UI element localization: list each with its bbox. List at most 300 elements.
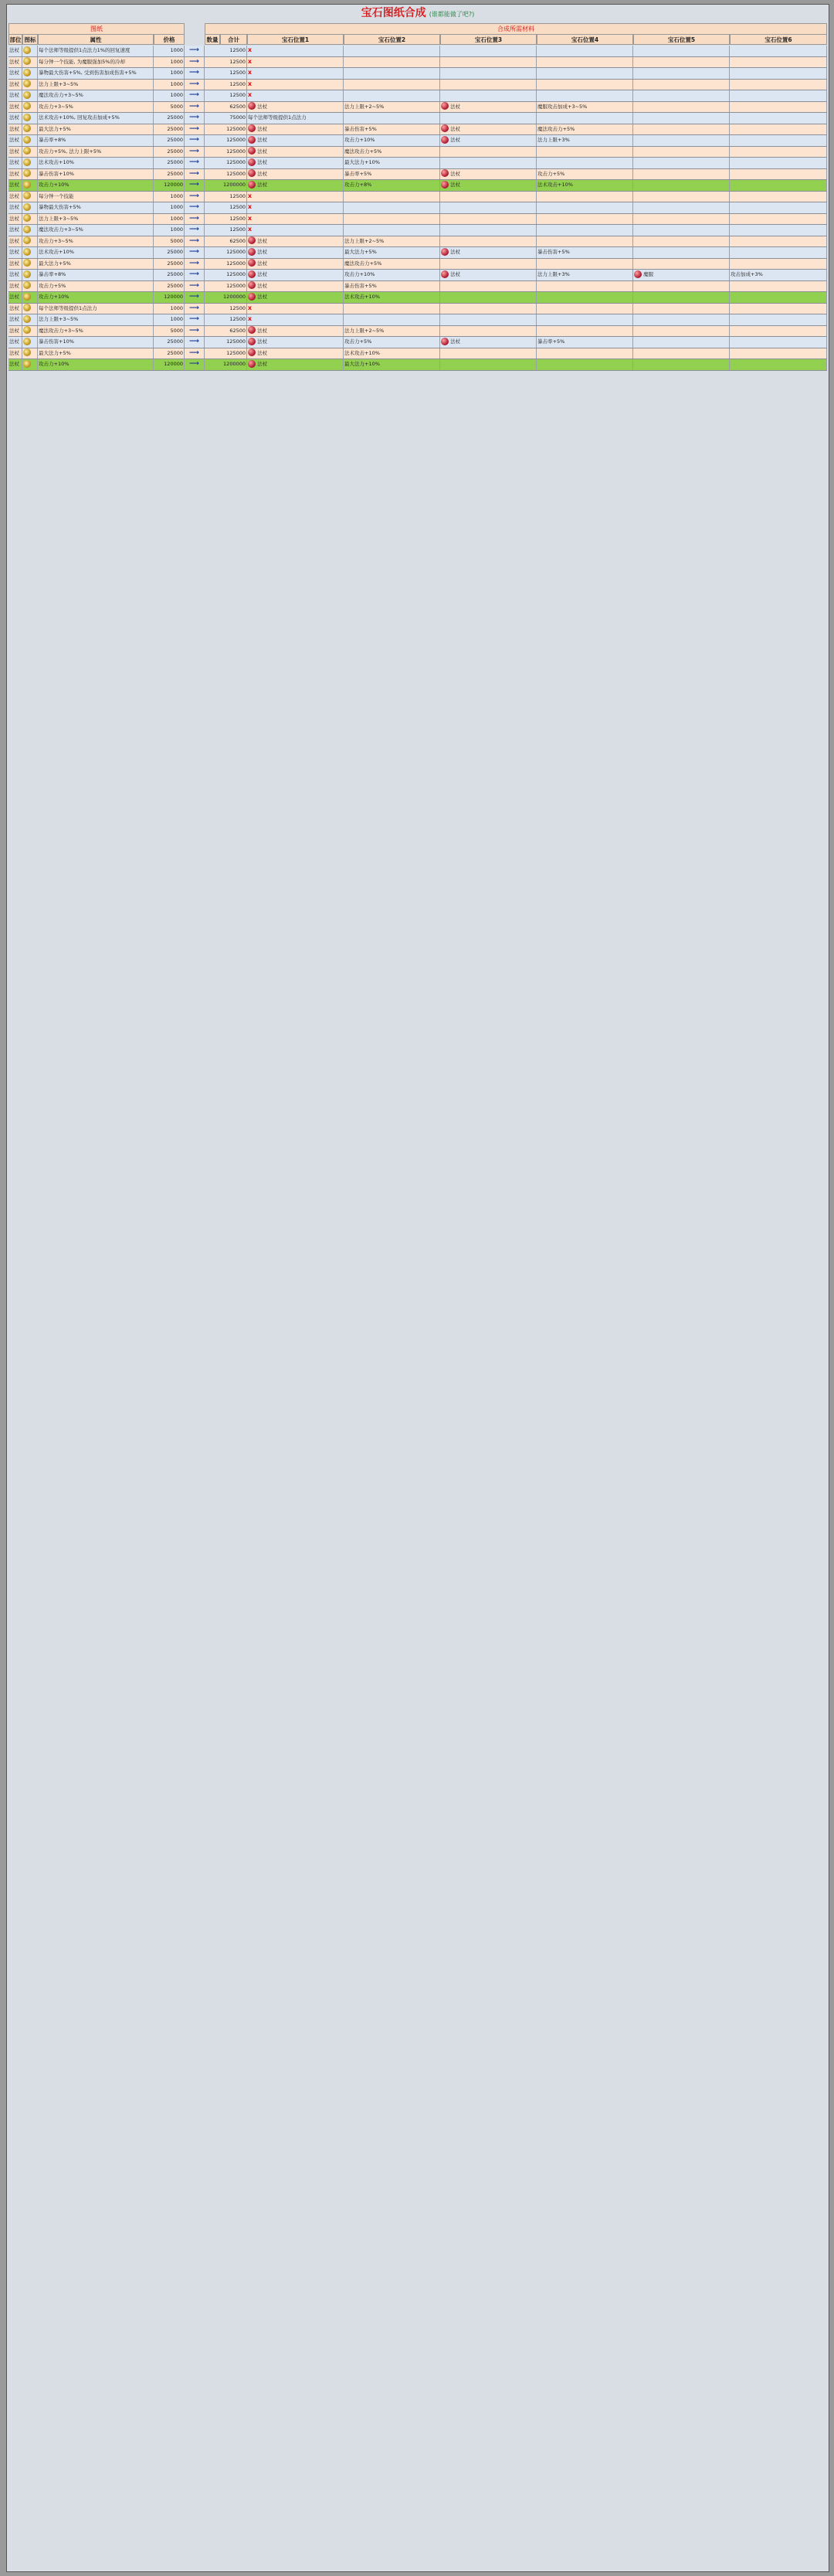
cell-price: 25000 [154, 281, 185, 292]
scroll-icon [23, 136, 31, 144]
cell-s3 [440, 259, 537, 270]
scroll-icon [23, 169, 31, 177]
cell-s2: 魔法攻击力+5% [344, 259, 440, 270]
blueprint-icon [22, 169, 38, 180]
scroll-icon [23, 147, 31, 155]
cell-t: 法杖 [8, 57, 22, 68]
cell-n: 125000 [205, 348, 247, 359]
blueprint-icon [22, 236, 38, 247]
cell-s1: 每个法师等级提供1点法力 [247, 113, 344, 124]
table-row [8, 46, 827, 57]
cell-s4 [537, 192, 633, 202]
col-slot-5: 宝石位置5 [633, 34, 730, 45]
blueprint-icon [22, 359, 38, 370]
blueprint-icon [22, 57, 38, 68]
blueprint-icon [22, 102, 38, 113]
cell-s4 [537, 304, 633, 314]
cell-s4 [537, 292, 633, 303]
cell-s5 [633, 259, 730, 270]
cell-t: 法杖 [8, 80, 22, 90]
scroll-icon [23, 214, 31, 222]
cell-s5 [633, 236, 730, 247]
cell-attr: 暴击率+8% [38, 270, 154, 280]
cell-attr: 暴击伤害+10% [38, 337, 154, 348]
cell-s5 [633, 314, 730, 325]
cell-s3: 法杖 [440, 135, 537, 146]
scroll-icon [23, 226, 31, 233]
cell-t: 法杖 [8, 337, 22, 348]
cell-s2 [344, 314, 440, 325]
table-row [8, 202, 827, 214]
cell-n: 1200000 [205, 292, 247, 303]
arrow-icon: ⟶ [185, 214, 205, 225]
arrow-icon: ⟶ [185, 80, 205, 90]
cell-t: 法杖 [8, 214, 22, 225]
cell-s1: X [247, 46, 344, 56]
cell-s6 [730, 225, 827, 236]
cell-n: 12500 [205, 214, 247, 225]
cell-s4 [537, 326, 633, 337]
cell-s6 [730, 281, 827, 292]
cell-s6 [730, 158, 827, 168]
blueprint-icon [22, 147, 38, 158]
table-row [8, 124, 827, 136]
gem-icon [248, 169, 256, 177]
scroll-icon [23, 326, 31, 334]
arrow-icon: ⟶ [185, 68, 205, 79]
gem-icon [248, 281, 256, 289]
cell-t: 法杖 [8, 359, 22, 370]
cell-attr: 每个法师等级提供1点法力 [38, 304, 154, 314]
table-row [8, 348, 827, 360]
cell-s3 [440, 80, 537, 90]
arrow-icon: ⟶ [185, 259, 205, 270]
cell-s3: 法杖 [440, 337, 537, 348]
cell-s4 [537, 236, 633, 247]
cell-n: 125000 [205, 169, 247, 180]
gem-icon [248, 236, 256, 244]
gem-icon [441, 338, 449, 345]
cell-s6 [730, 359, 827, 370]
scroll-icon [23, 203, 31, 211]
arrow-icon: ⟶ [185, 326, 205, 337]
gem-icon [441, 181, 449, 189]
cell-s1: 法杖 [247, 180, 344, 191]
cell-n: 125000 [205, 270, 247, 280]
cell-s6 [730, 180, 827, 191]
cell-s3: 法杖 [440, 270, 537, 280]
cell-t: 法杖 [8, 68, 22, 79]
cell-price: 5000 [154, 236, 185, 247]
cell-s6 [730, 202, 827, 213]
cell-t: 法杖 [8, 326, 22, 337]
cell-price: 120000 [154, 180, 185, 191]
blueprint-icon [22, 326, 38, 337]
cell-t: 法杖 [8, 225, 22, 236]
blueprint-icon [22, 247, 38, 258]
cell-price: 25000 [154, 337, 185, 348]
table-row [8, 169, 827, 181]
cell-s5 [633, 57, 730, 68]
cell-t: 法杖 [8, 259, 22, 270]
col-slot-2: 宝石位置2 [344, 34, 440, 45]
table-row [8, 147, 827, 158]
cell-s6 [730, 57, 827, 68]
cell-s4: 攻击力+5% [537, 169, 633, 180]
cell-s4 [537, 158, 633, 168]
cell-s3 [440, 225, 537, 236]
cell-s5 [633, 158, 730, 168]
cell-s6 [730, 337, 827, 348]
cell-price: 25000 [154, 259, 185, 270]
cell-s5 [633, 102, 730, 113]
cell-n: 1200000 [205, 180, 247, 191]
cell-n: 62500 [205, 326, 247, 337]
blueprint-icon [22, 192, 38, 202]
cell-s2 [344, 46, 440, 56]
scroll-icon [23, 270, 31, 278]
gem-icon [441, 248, 449, 256]
cell-price: 25000 [154, 158, 185, 168]
arrow-icon: ⟶ [185, 135, 205, 146]
cell-s4 [537, 281, 633, 292]
cell-s6 [730, 102, 827, 113]
arrow-icon: ⟶ [185, 304, 205, 314]
blueprint-icon [22, 259, 38, 270]
blueprint-icon [22, 113, 38, 124]
table-row [8, 304, 827, 315]
cell-s1: 法杖 [247, 158, 344, 168]
cell-s6 [730, 90, 827, 101]
table-row [8, 214, 827, 226]
cell-attr: 暴物最大伤害+5% [38, 202, 154, 213]
cell-t: 法杖 [8, 124, 22, 135]
scroll-icon [23, 46, 31, 54]
cell-price: 1000 [154, 57, 185, 68]
cell-s3 [440, 158, 537, 168]
cell-s2 [344, 113, 440, 124]
arrow-icon: ⟶ [185, 202, 205, 213]
cell-s6 [730, 304, 827, 314]
cell-s1: X [247, 68, 344, 79]
cell-price: 1000 [154, 314, 185, 325]
cell-s4 [537, 147, 633, 158]
table-row [8, 102, 827, 114]
cell-s1: X [247, 57, 344, 68]
cell-price: 1000 [154, 80, 185, 90]
cell-attr: 攻击力+5% [38, 281, 154, 292]
scroll-icon [23, 158, 31, 166]
col-price: 价格 [154, 34, 185, 45]
spreadsheet [6, 4, 829, 2572]
scroll-icon [23, 304, 31, 311]
cell-s3 [440, 281, 537, 292]
cell-s1: 法杖 [247, 259, 344, 270]
cell-n: 12500 [205, 57, 247, 68]
blueprint-icon [22, 314, 38, 325]
arrow-icon: ⟶ [185, 348, 205, 359]
cell-s2: 最大法力+5% [344, 247, 440, 258]
cell-attr: 攻击力+10% [38, 292, 154, 303]
cell-attr: 法力上限+3~5% [38, 314, 154, 325]
cell-s6 [730, 314, 827, 325]
cell-s2: 法术攻击+10% [344, 348, 440, 359]
blueprint-icon [22, 304, 38, 314]
cell-s5 [633, 147, 730, 158]
cell-attr: 攻击力+10% [38, 359, 154, 370]
cell-s3 [440, 314, 537, 325]
cell-t: 法杖 [8, 292, 22, 303]
cell-t: 法杖 [8, 180, 22, 191]
page-title: 宝石图纸合成 [361, 7, 426, 19]
cell-price: 1000 [154, 304, 185, 314]
cell-s4: 法术攻击+10% [537, 180, 633, 191]
cell-s2 [344, 202, 440, 213]
table-row [8, 57, 827, 69]
gem-icon [248, 348, 256, 356]
cell-s4: 暴击率+5% [537, 337, 633, 348]
cell-s4: 法力上限+3% [537, 270, 633, 280]
cell-attr: 暴击率+8% [38, 135, 154, 146]
cell-s1: X [247, 225, 344, 236]
cell-attr: 最大法力+5% [38, 124, 154, 135]
table-row [8, 270, 827, 281]
cell-s5 [633, 113, 730, 124]
cell-s4 [537, 314, 633, 325]
table-row [8, 80, 827, 91]
cell-s2 [344, 192, 440, 202]
scroll-icon [23, 293, 31, 301]
cell-s1: X [247, 314, 344, 325]
gem-icon [441, 169, 449, 177]
cell-s3: 法杖 [440, 180, 537, 191]
cell-attr: 攻击力+3~5% [38, 236, 154, 247]
cell-s5 [633, 326, 730, 337]
cell-s2 [344, 225, 440, 236]
scroll-icon [23, 124, 31, 132]
gem-icon [441, 102, 449, 110]
cell-n: 125000 [205, 247, 247, 258]
arrow-icon: ⟶ [185, 337, 205, 348]
table-row [8, 359, 827, 371]
cell-price: 25000 [154, 247, 185, 258]
cell-s6 [730, 124, 827, 135]
cell-s3: 法杖 [440, 124, 537, 135]
cell-s6 [730, 326, 827, 337]
cell-price: 1000 [154, 202, 185, 213]
cell-s1: X [247, 90, 344, 101]
cell-s6 [730, 214, 827, 225]
cell-s1: 法杖 [247, 326, 344, 337]
arrow-icon: ⟶ [185, 102, 205, 113]
cell-s3 [440, 326, 537, 337]
cell-n: 12500 [205, 304, 247, 314]
cell-s6 [730, 348, 827, 359]
page-subtitle: (谁都能做了吧?) [429, 11, 475, 18]
cell-s1: 法杖 [247, 102, 344, 113]
cell-s1: 法杖 [247, 135, 344, 146]
cell-n: 125000 [205, 158, 247, 168]
cell-s2: 法力上限+2~5% [344, 326, 440, 337]
cell-attr: 暴击伤害+10% [38, 169, 154, 180]
cell-s3 [440, 348, 537, 359]
gem-icon [248, 338, 256, 345]
cell-s3 [440, 46, 537, 56]
gem-icon [441, 270, 449, 278]
cell-price: 1000 [154, 214, 185, 225]
cell-s1: X [247, 202, 344, 213]
cell-s1: 法杖 [247, 147, 344, 158]
cell-s2: 魔法攻击力+5% [344, 147, 440, 158]
cell-s3 [440, 202, 537, 213]
blueprint-icon [22, 337, 38, 348]
cell-s2: 暴击率+5% [344, 169, 440, 180]
blueprint-icon [22, 68, 38, 79]
table-row [8, 90, 827, 102]
cell-price: 5000 [154, 326, 185, 337]
table-row [8, 281, 827, 293]
arrow-icon: ⟶ [185, 57, 205, 68]
arrow-icon: ⟶ [185, 281, 205, 292]
col-cost: 合计 [220, 34, 247, 45]
scroll-icon [23, 348, 31, 356]
cell-s4: 法力上限+3% [537, 135, 633, 146]
cell-t: 法杖 [8, 281, 22, 292]
scroll-icon [23, 192, 31, 199]
blueprint-icon [22, 292, 38, 303]
table-row [8, 259, 827, 270]
cell-s4 [537, 202, 633, 213]
col-attr: 属性 [38, 34, 154, 45]
scroll-icon [23, 102, 31, 110]
cell-price: 25000 [154, 124, 185, 135]
blueprint-icon [22, 270, 38, 280]
table-row [8, 292, 827, 304]
cell-attr: 暴物最大伤害+5%, 受到伤害加成伤害+5% [38, 68, 154, 79]
gem-icon [248, 293, 256, 301]
cell-s3 [440, 359, 537, 370]
cell-t: 法杖 [8, 169, 22, 180]
cell-attr: 攻击力+3~5% [38, 102, 154, 113]
cell-s1: 法杖 [247, 270, 344, 280]
cell-s4 [537, 113, 633, 124]
cell-s2: 法力上限+2~5% [344, 102, 440, 113]
cell-s3 [440, 113, 537, 124]
cell-s3: 法杖 [440, 102, 537, 113]
cell-attr: 法术攻击+10% [38, 247, 154, 258]
title-bar [7, 5, 829, 22]
cell-s6 [730, 147, 827, 158]
cell-price: 120000 [154, 292, 185, 303]
cell-n: 12500 [205, 80, 247, 90]
blueprint-icon [22, 46, 38, 56]
cell-price: 120000 [154, 359, 185, 370]
cell-s4 [537, 214, 633, 225]
scroll-icon [23, 236, 31, 244]
gem-icon [248, 124, 256, 132]
blueprint-band-header: 图纸 [8, 23, 185, 35]
cell-s4: 魔服攻击加成+3~5% [537, 102, 633, 113]
cell-s3 [440, 90, 537, 101]
cell-s3 [440, 68, 537, 79]
arrow-icon: ⟶ [185, 225, 205, 236]
gem-icon [248, 360, 256, 368]
cell-s2 [344, 214, 440, 225]
cell-s2: 攻击力+10% [344, 135, 440, 146]
cell-attr: 攻击力+5%, 法力上限+5% [38, 147, 154, 158]
table-row [8, 68, 827, 80]
cell-s2: 攻击力+10% [344, 270, 440, 280]
gem-icon [634, 270, 642, 278]
cell-s6 [730, 135, 827, 146]
cell-n: 62500 [205, 102, 247, 113]
cell-attr: 魔法攻击力+3~5% [38, 90, 154, 101]
cell-s6 [730, 80, 827, 90]
cell-t: 法杖 [8, 314, 22, 325]
scroll-icon [23, 338, 31, 345]
gem-icon [441, 136, 449, 144]
cell-attr: 法力上限+3~5% [38, 80, 154, 90]
cell-n: 12500 [205, 225, 247, 236]
cell-s5 [633, 46, 730, 56]
materials-band-header: 合成所需材料 [205, 23, 827, 35]
table-row [8, 337, 827, 348]
cell-n: 12500 [205, 202, 247, 213]
cell-s2: 最大法力+10% [344, 359, 440, 370]
cell-s6 [730, 259, 827, 270]
col-type: 部位 [8, 34, 22, 45]
arrow-icon: ⟶ [185, 147, 205, 158]
cell-s6 [730, 247, 827, 258]
cell-s5 [633, 169, 730, 180]
cell-s1: 法杖 [247, 337, 344, 348]
cell-s5 [633, 90, 730, 101]
cell-price: 1000 [154, 225, 185, 236]
cell-price: 5000 [154, 102, 185, 113]
cell-n: 125000 [205, 259, 247, 270]
cell-s1: 法杖 [247, 247, 344, 258]
scroll-icon [23, 259, 31, 267]
cell-s6: 攻击加成+3% [730, 270, 827, 280]
cell-s4: 暴击伤害+5% [537, 247, 633, 258]
cell-price: 25000 [154, 348, 185, 359]
scroll-icon [23, 181, 31, 189]
cell-s4 [537, 348, 633, 359]
arrow-icon: ⟶ [185, 359, 205, 370]
cell-price: 25000 [154, 135, 185, 146]
blueprint-icon [22, 180, 38, 191]
blueprint-icon [22, 214, 38, 225]
cell-n: 125000 [205, 337, 247, 348]
cell-n: 1200000 [205, 359, 247, 370]
cell-price: 25000 [154, 113, 185, 124]
cell-s4 [537, 259, 633, 270]
cell-s6 [730, 68, 827, 79]
cell-price: 1000 [154, 90, 185, 101]
cell-s1: 法杖 [247, 169, 344, 180]
cell-s2 [344, 68, 440, 79]
cell-s2 [344, 80, 440, 90]
cell-s4: 魔法攻击力+5% [537, 124, 633, 135]
cell-n: 125000 [205, 281, 247, 292]
cell-attr: 魔法攻击力+3~5% [38, 225, 154, 236]
scroll-icon [23, 57, 31, 65]
cell-s4 [537, 90, 633, 101]
cell-s3 [440, 192, 537, 202]
cell-s6 [730, 113, 827, 124]
cell-n: 12500 [205, 314, 247, 325]
gem-icon [248, 326, 256, 334]
